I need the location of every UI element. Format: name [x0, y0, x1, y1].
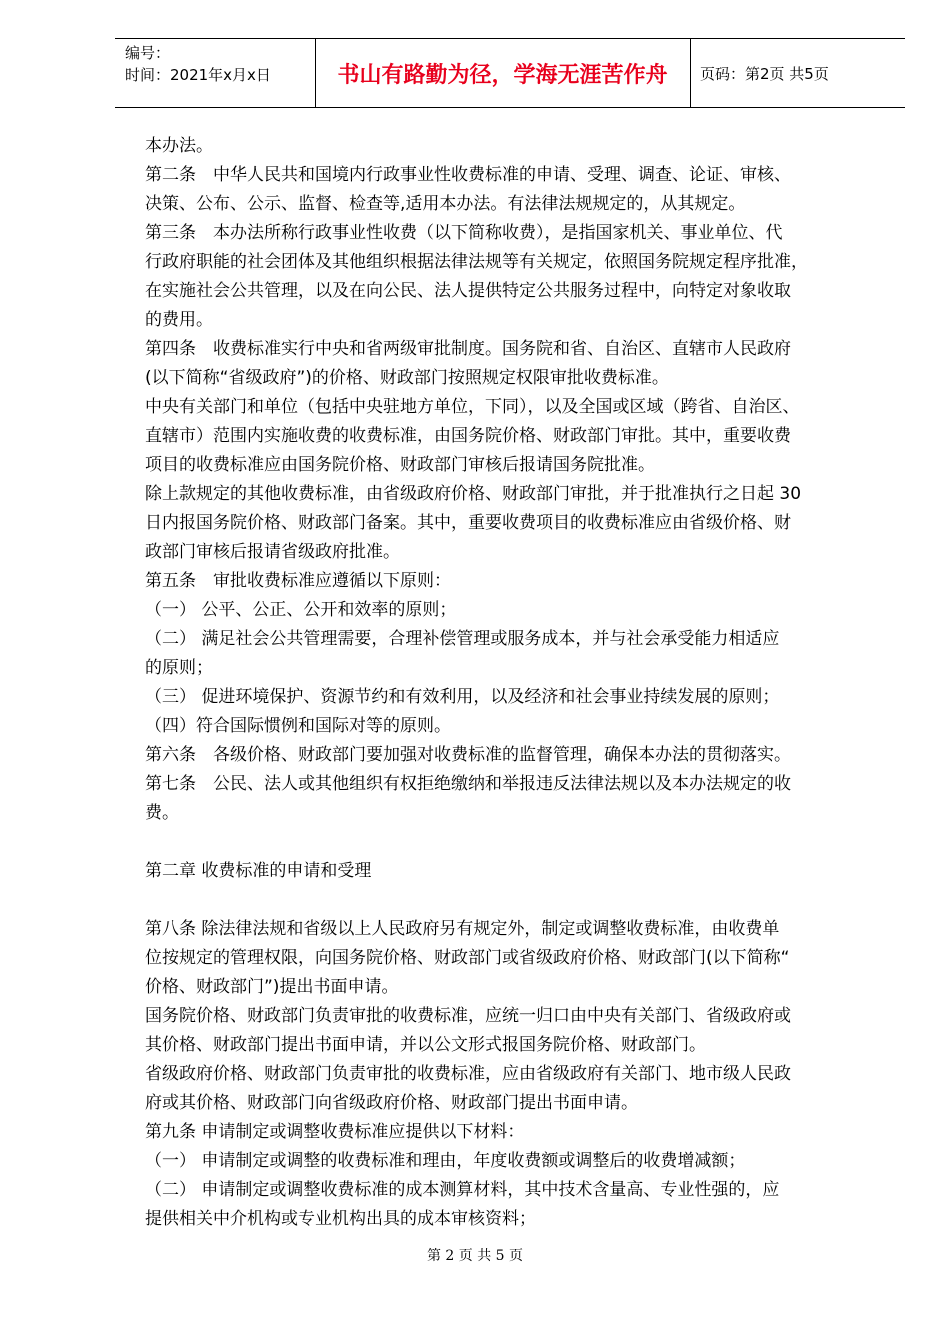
text-line: 第二章 收费标准的申请和受理 [145, 861, 372, 881]
text-line: 日内报国务院价格、财政部门备案。其中，重要收费项目的收费标准应由省级价格、财 [145, 513, 791, 533]
text-line: （二） 申请制定或调整收费标准的成本测算材料，其中技术含量高、专业性强的，应 [145, 1180, 780, 1200]
text-line [145, 886, 895, 915]
text-line: 政部门审核后报请省级政府批准。 [145, 542, 400, 562]
text-line: 第四条 收费标准实行中央和省两级审批制度。国务院和省、自治区、直辖市人民政府 [145, 339, 791, 359]
text-line: （一） 申请制定或调整的收费标准和理由，年度收费额或调整后的收费增减额； [145, 1151, 746, 1171]
text-line: 在实施社会公共管理，以及在向公民、法人提供特定公共服务过程中，向特定对象收取 [145, 281, 791, 301]
page-footer: 第 2 页 共 5 页 [426, 1248, 524, 1264]
text-line: （二） 满足社会公共管理需要，合理补偿管理或服务成本，并与社会承受能力相适应 [145, 629, 780, 649]
text-line: 第三条 本办法所称行政事业性收费（以下简称收费），是指国家机关、事业单位、代 [145, 223, 783, 243]
text-line: 价格、财政部门”)提出书面申请。 [145, 977, 399, 997]
text-line: 府或其价格、财政部门向省级政府价格、财政部门提出书面申请。 [145, 1093, 638, 1113]
text-line: 第九条 申请制定或调整收费标准应提供以下材料： [145, 1122, 525, 1142]
text-line: 第六条 各级价格、财政部门要加强对收费标准的监督管理，确保本办法的贯彻落实。 [145, 745, 791, 765]
document-body [145, 132, 895, 1234]
page-header [115, 38, 905, 108]
header-meta [125, 42, 271, 86]
text-line: 第二条 中华人民共和国境内行政事业性收费标准的申请、受理、调查、论证、审核、 [145, 165, 791, 185]
text-line: 第五条 审批收费标准应遵循以下原则： [145, 571, 451, 591]
text-line: （四）符合国际惯例和国际对等的原则。 [145, 716, 451, 736]
text-line: 费。 [145, 803, 179, 823]
text-line: (以下简称“省级政府”)的价格、财政部门按照规定权限审批收费标准。 [145, 368, 669, 388]
text-line: 其价格、财政部门提出书面申请，并以公文形式报国务院价格、财政部门。 [145, 1035, 706, 1055]
header-time: 时间：2021年x月x日 [125, 66, 271, 84]
text-line: 第七条 公民、法人或其他组织有权拒绝缴纳和举报违反法律法规以及本办法规定的收 [145, 774, 791, 794]
text-line: 位按规定的管理权限，向国务院价格、财政部门或省级政府价格、财政部门(以下简称“ [145, 948, 790, 968]
text-line: （一） 公平、公正、公开和效率的原则； [145, 600, 457, 620]
text-line [145, 828, 895, 857]
text-line: 的原则； [145, 658, 213, 678]
text-line: 中央有关部门和单位（包括中央驻地方单位，下同），以及全国或区域（跨省、自治区、 [145, 397, 800, 417]
text-line: （三） 促进环境保护、资源节约和有效利用，以及经济和社会事业持续发展的原则； [145, 687, 780, 707]
header-page-number: 页码：第2页 共5页 [700, 64, 829, 83]
text-line: 除上款规定的其他收费标准，由省级政府价格、财政部门审批，并于批准执行之日起 30 [145, 484, 802, 504]
text-line: 国务院价格、财政部门负责审批的收费标准，应统一归口由中央有关部门、省级政府或 [145, 1006, 791, 1026]
text-line: 第八条 除法律法规和省级以上人民政府另有规定外，制定或调整收费标准，由收费单 [145, 919, 780, 939]
text-line: 提供相关中介机构或专业机构出具的成本审核资料； [145, 1209, 536, 1229]
text-line: 项目的收费标准应由国务院价格、财政部门审核后报请国务院批准。 [145, 455, 655, 475]
text-line: 省级政府价格、财政部门负责审批的收费标准，应由省级政府有关部门、地市级人民政 [145, 1064, 791, 1084]
text-line: 直辖市）范围内实施收费的收费标准，由国务院价格、财政部门审批。其中，重要收费 [145, 426, 791, 446]
text-line: 本办法。 [145, 136, 213, 156]
text-line: 决策、公布、公示、监督、检查等,适用本办法。有法律法规规定的，从其规定。 [145, 194, 746, 214]
text-line: 行政府职能的社会团体及其他组织根据法律法规等有关规定，依照国务院规定程序批准， [145, 252, 808, 272]
text-line: 的费用。 [145, 310, 213, 330]
header-motto: 书山有路勤为径，学海无涯苦作舟 [337, 61, 668, 88]
header-number: 编号： [125, 44, 171, 62]
